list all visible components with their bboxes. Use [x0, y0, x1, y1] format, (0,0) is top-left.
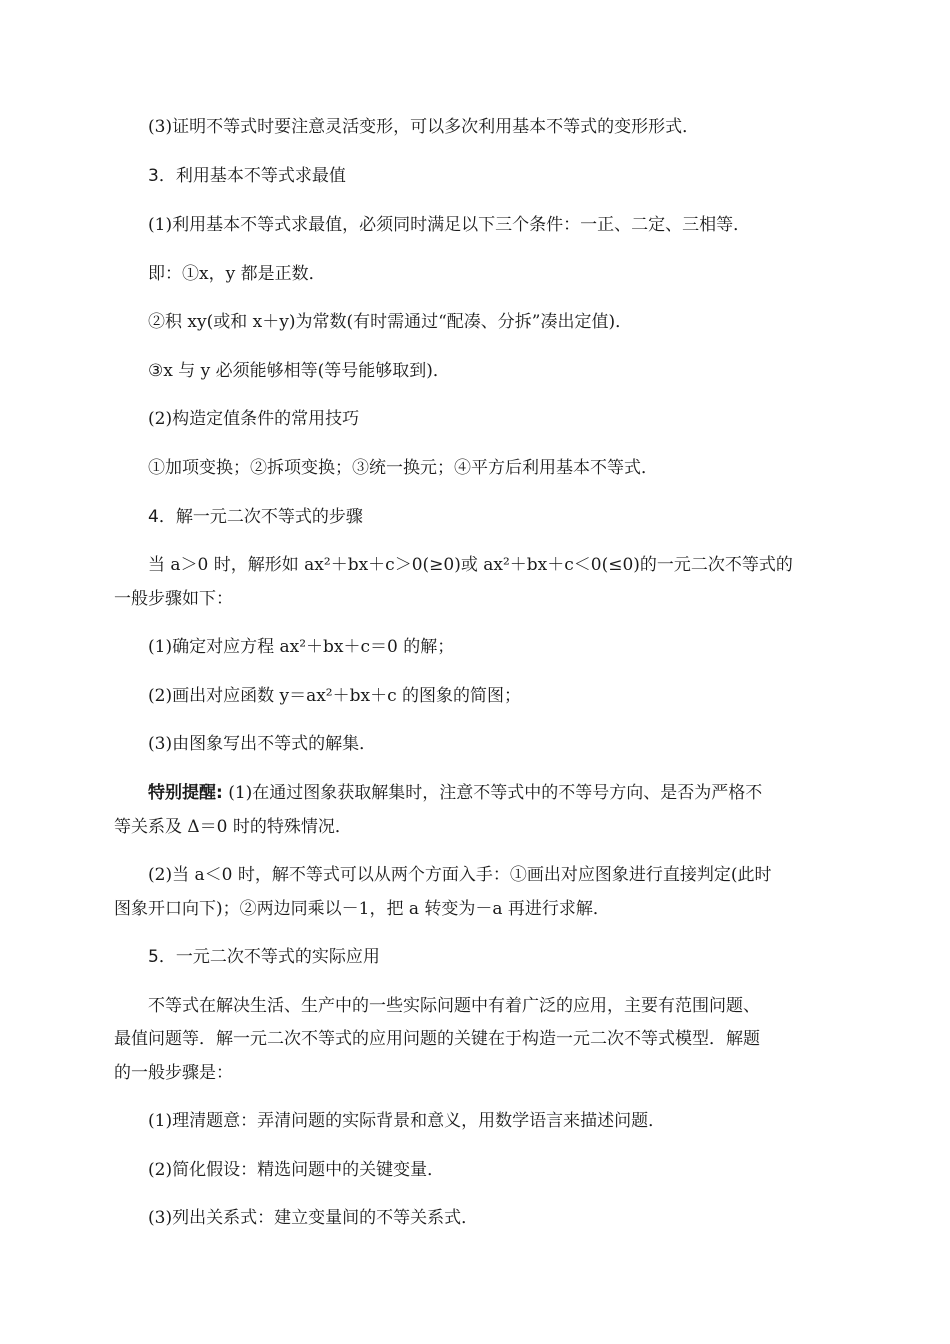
paragraph-continuation: 等关系及 Δ＝0 时的特殊情况．: [114, 817, 352, 837]
special-note-label: 特别提醒:: [148, 783, 223, 803]
paragraph-continuation: 图象开口向下)；②两边同乘以－1，把 a 转变为－a 再进行求解．: [114, 899, 610, 919]
paragraph: ①加项变换；②拆项变换；③统一换元；④平方后利用基本不等式．: [148, 458, 658, 478]
paragraph: (1)利用基本不等式求最值，必须同时满足以下三个条件：一正、二定、三相等．: [148, 215, 751, 235]
section-heading-4: 4．解一元二次不等式的步骤: [148, 507, 363, 527]
paragraph: (1)理清题意：弄清问题的实际背景和意义，用数学语言来描述问题．: [148, 1111, 666, 1131]
paragraph: 当 a＞0 时，解形如 ax²＋bx＋c＞0(≥0)或 ax²＋bx＋c＜0(≤0)的一元二次不等式的: [148, 555, 793, 575]
paragraph: (3)证明不等式时要注意灵活变形，可以多次利用基本不等式的变形形式．: [148, 117, 700, 137]
paragraph: ③x 与 y 必须能够相等(等号能够取到)．: [148, 361, 450, 381]
paragraph: (3)由图象写出不等式的解集．: [148, 734, 377, 754]
paragraph: (2)构造定值条件的常用技巧: [148, 409, 360, 429]
section-heading-5: 5．一元二次不等式的实际应用: [148, 947, 380, 967]
special-note: 特别提醒: (1)在通过图象获取解集时，注意不等式中的不等号方向、是否为严格不: [148, 783, 763, 803]
paragraph: (3)列出关系式：建立变量间的不等关系式．: [148, 1208, 479, 1228]
paragraph-continuation: 一般步骤如下：: [114, 589, 233, 609]
section-heading-3: 3．利用基本不等式求最值: [148, 166, 346, 186]
paragraph: (2)画出对应函数 y＝ax²＋bx＋c 的图象的简图；: [148, 686, 522, 706]
paragraph: (2)当 a＜0 时，解不等式可以从两个方面入手：①画出对应图象进行直接判定(此时: [148, 865, 772, 885]
paragraph: ②积 xy(或和 x＋y)为常数(有时需通过“配凑、分拆”凑出定值)．: [148, 312, 633, 332]
paragraph-continuation: 的一般步骤是：: [114, 1063, 233, 1083]
paragraph: (1)确定对应方程 ax²＋bx＋c＝0 的解；: [148, 637, 455, 657]
paragraph: 不等式在解决生活、生产中的一些实际问题中有着广泛的应用，主要有范围问题、: [148, 996, 760, 1016]
paragraph: (2)简化假设：精选问题中的关键变量．: [148, 1160, 445, 1180]
paragraph: 即：①x，y 都是正数．: [148, 264, 326, 284]
paragraph-continuation: 最值问题等．解一元二次不等式的应用问题的关键在于构造一元二次不等式模型．解题: [114, 1029, 760, 1049]
